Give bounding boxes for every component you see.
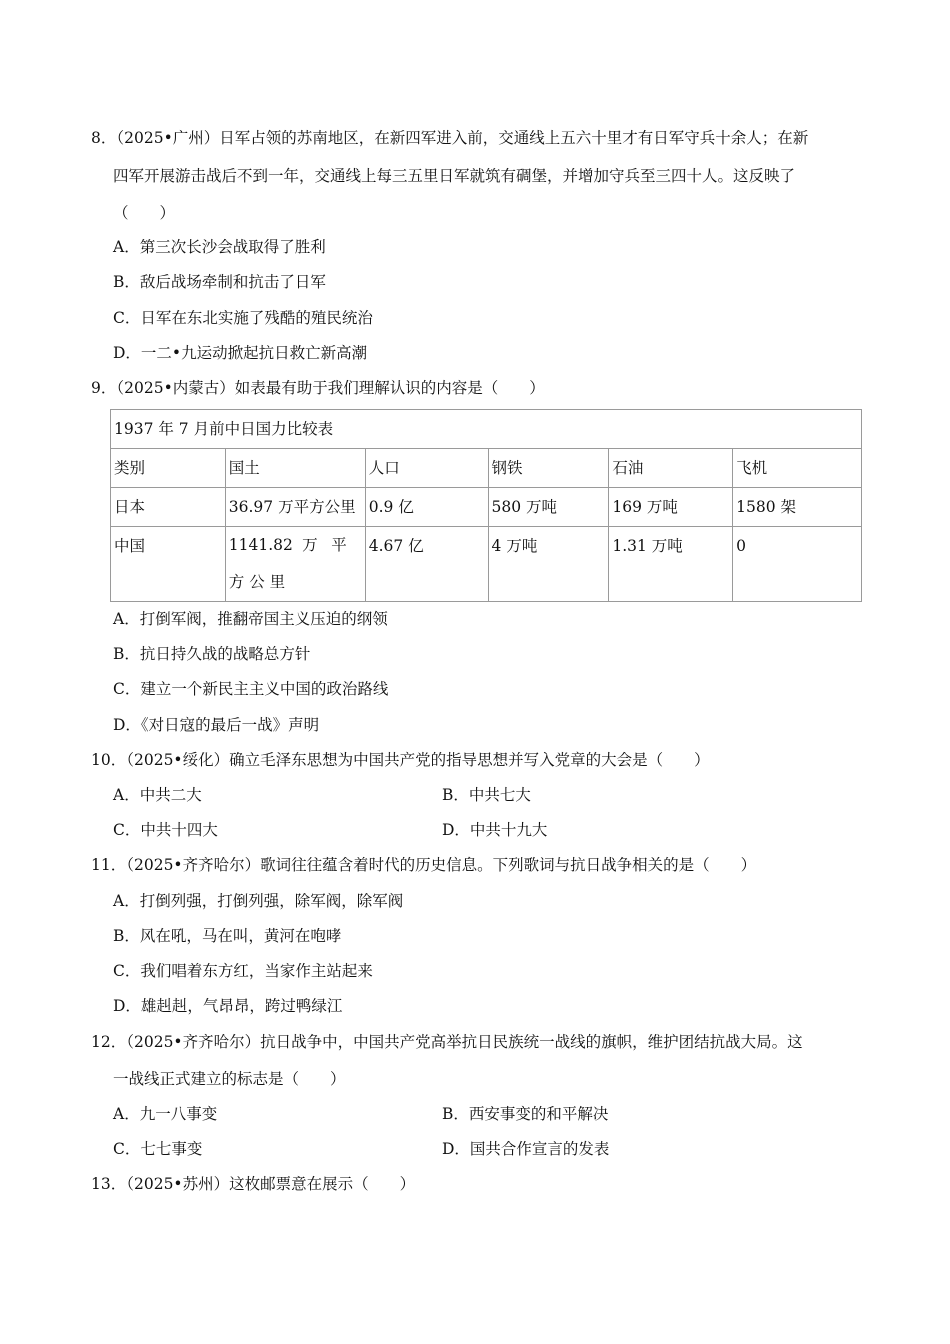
question-8-blank: （ ） xyxy=(113,204,176,222)
question-12-text-line2: 一战线正式建立的标志是（ ） xyxy=(113,1070,346,1088)
table-header-cell: 钢铁 xyxy=(488,449,609,488)
question-8-option-d: D．一二•九运动掀起抗日救亡新高潮 xyxy=(113,344,368,362)
table-cell: 36.97 万平方公里 xyxy=(225,488,365,527)
table-cell: 4.67 亿 xyxy=(365,527,488,602)
question-10-number: 10． xyxy=(91,751,127,769)
question-8-option-b: B．敌后战场牵制和抗击了日军 xyxy=(113,273,326,291)
question-8-option-c: C．日军在东北实施了残酷的殖民统治 xyxy=(113,309,373,327)
table-title: 1937 年 7 月前中日国力比较表 xyxy=(111,410,862,449)
table-cell: 0.9 亿 xyxy=(365,488,488,527)
table-cell: 1580 架 xyxy=(733,488,862,527)
question-10-option-b: B．中共七大 xyxy=(442,786,531,804)
question-13 xyxy=(91,1174,415,1194)
question-12-number: 12． xyxy=(91,1033,127,1051)
question-13-text: （2025•苏州）这枚邮票意在展示（ ） xyxy=(126,1175,416,1193)
table-header-row xyxy=(111,449,862,488)
table-cell: 580 万吨 xyxy=(488,488,609,527)
question-11 xyxy=(91,855,756,875)
table-cell: 4 万吨 xyxy=(488,527,609,602)
question-9-option-c: C．建立一个新民主主义中国的政治路线 xyxy=(113,680,389,698)
table-row xyxy=(111,527,862,602)
question-8-text-line1: （2025•广州）日军占领的苏南地区，在新四军进入前，交通线上五六十里才有日军守兵十余人；在新 xyxy=(116,129,809,147)
question-10-text: （2025•绥化）确立毛泽东思想为中国共产党的指导思想并写入党章的大会是（ ） xyxy=(126,751,710,769)
question-11-option-c: C．我们唱着东方红，当家作主站起来 xyxy=(113,962,373,980)
question-12-text-line1: （2025•齐齐哈尔）抗日战争中，中国共产党高举抗日民族统一战线的旗帜，维护团结抗战大局。这 xyxy=(126,1033,803,1051)
table-header-cell: 人口 xyxy=(365,449,488,488)
question-9 xyxy=(91,378,545,398)
table-header-cell: 国土 xyxy=(225,449,365,488)
question-13-number: 13． xyxy=(91,1175,127,1193)
question-9-option-a: A．打倒军阀，推翻帝国主义压迫的纲领 xyxy=(113,610,388,628)
table-cell: 1.31 万吨 xyxy=(609,527,733,602)
question-12-option-c: C．七七事变 xyxy=(113,1140,203,1158)
table-header-cell: 石油 xyxy=(609,449,733,488)
table-title-row xyxy=(111,410,862,449)
question-10 xyxy=(91,750,710,770)
question-12-option-b: B．西安事变的和平解决 xyxy=(442,1105,609,1123)
table-cell: 日本 xyxy=(111,488,226,527)
comparison-table xyxy=(110,409,862,602)
question-10-option-c: C．中共十四大 xyxy=(113,821,218,839)
question-12 xyxy=(91,1032,803,1052)
question-8-option-a: A．第三次长沙会战取得了胜利 xyxy=(113,238,326,256)
question-12-option-d: D．国共合作宣言的发表 xyxy=(442,1140,610,1158)
question-11-option-a: A．打倒列强，打倒列强，除军阀，除军阀 xyxy=(113,892,404,910)
question-10-option-d: D．中共十九大 xyxy=(442,821,548,839)
table-cell: 169 万吨 xyxy=(609,488,733,527)
table-header-cell: 类别 xyxy=(111,449,226,488)
question-9-option-d: D．《对日寇的最后一战》声明 xyxy=(113,716,320,734)
question-9-text: （2025•内蒙古）如表最有助于我们理解认识的内容是（ ） xyxy=(116,379,545,397)
question-10-option-a: A．中共二大 xyxy=(113,786,202,804)
question-12-option-a: A．九一八事变 xyxy=(113,1105,218,1123)
table-cell: 0 xyxy=(733,527,862,602)
table-cell xyxy=(225,527,365,602)
question-11-option-d: D．雄赳赳，气昂昂，跨过鸭绿江 xyxy=(113,997,343,1015)
question-9-option-b: B．抗日持久战的战略总方针 xyxy=(113,645,311,663)
question-8 xyxy=(91,128,808,148)
question-8-number: 8． xyxy=(91,129,117,147)
question-11-option-b: B．风在吼，马在叫，黄河在咆哮 xyxy=(113,927,342,945)
table-cell: 中国 xyxy=(111,527,226,602)
table-cell-wrapped: 1141.82 万 平 方 公 里 xyxy=(228,536,347,591)
question-9-number: 9． xyxy=(91,379,117,397)
question-8-text-line2: 四军开展游击战后不到一年，交通线上每三五里日军就筑有碉堡，并增加守兵至三四十人。这反映了 xyxy=(113,167,796,185)
question-11-number: 11． xyxy=(91,856,127,874)
question-11-text: （2025•齐齐哈尔）歌词往往蕴含着时代的历史信息。下列歌词与抗日战争相关的是（ ） xyxy=(126,856,757,874)
table-header-cell: 飞机 xyxy=(733,449,862,488)
table-row xyxy=(111,488,862,527)
